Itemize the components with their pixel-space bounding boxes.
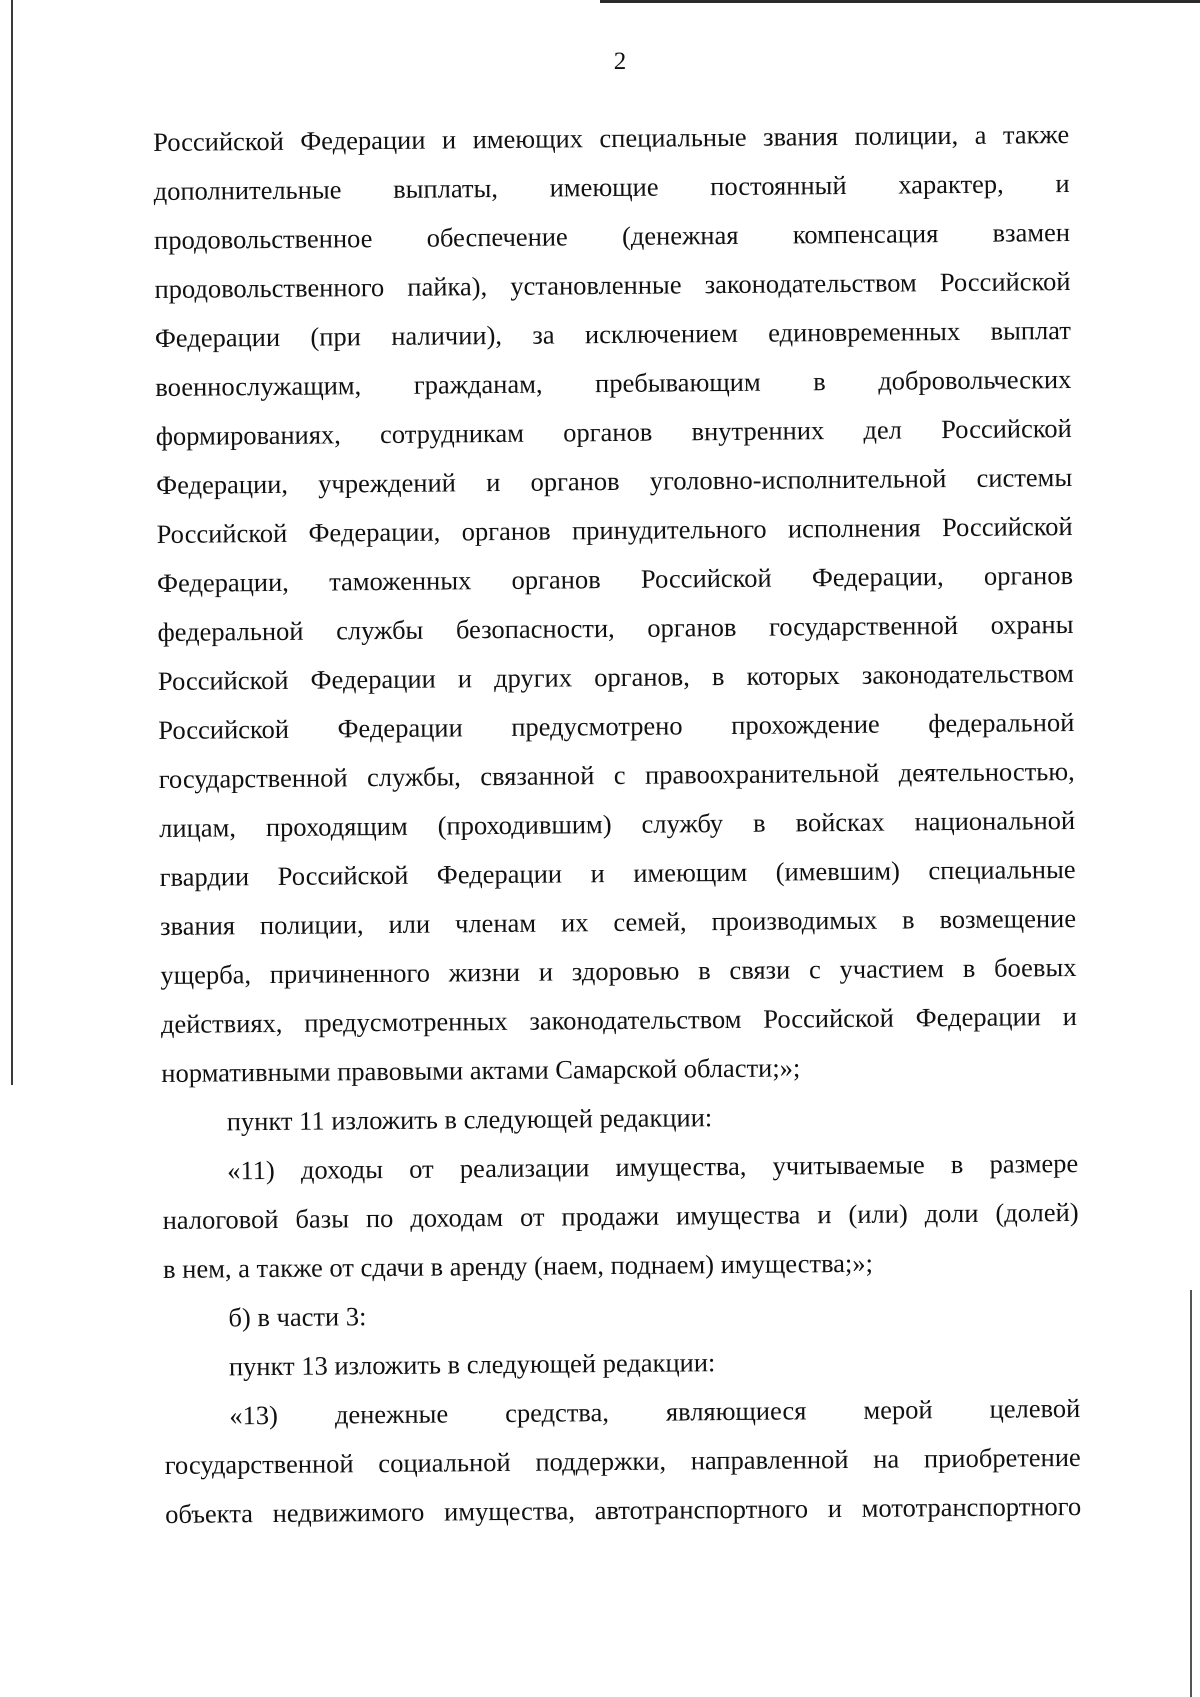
text-line: лицам, проходящим (проходившим) службу в войсках национальной xyxy=(159,804,1076,843)
text-line: Российской Федерации и других органов, в которых законодательством xyxy=(157,657,1075,696)
document-body xyxy=(153,110,1081,1539)
text-line: в нем, а также от сдачи в аренду (наем, поднаем) имущества;»; xyxy=(162,1247,874,1284)
text-line: Российской Федерации предусмотрено прохождение федеральной xyxy=(158,706,1075,745)
text-line: пункт 11 изложить в следующей редакции: xyxy=(226,1102,713,1137)
text-line: Федерации, учреждений и органов уголовно-исполнительной системы xyxy=(156,461,1073,500)
text-line: военнослужащим, гражданам, пребывающим в добровольческих xyxy=(155,363,1072,402)
text-line: Российской Федерации и имеющих специальные звания полиции, а также xyxy=(153,119,1070,157)
text-line: объекта недвижимого имущества, автотранспортного и мототранспортного xyxy=(165,1490,1082,1529)
text-line: б) в части 3: xyxy=(228,1301,367,1333)
text-line: Российской Федерации, органов принудительного исполнения Российской xyxy=(156,510,1073,549)
text-line: федеральной службы безопасности, органов государственной охраны xyxy=(157,608,1074,647)
page-number: 2 xyxy=(613,48,627,75)
text-line: гвардии Российской Федерации и имеющим (имевшим) специальные xyxy=(159,853,1076,892)
text-line: действиях, предусмотренных законодательством Российской Федерации и xyxy=(160,1000,1078,1039)
text-line: ущерба, причиненного жизни и здоровью в связи с участием в боевых xyxy=(160,951,1077,990)
text-line: налоговой базы по доходам от продажи имущества и (или) доли (долей) xyxy=(162,1196,1079,1235)
text-line: Федерации, таможенных органов Российской Федерации, органов xyxy=(156,559,1074,598)
text-line: формированиях, сотрудникам органов внутренних дел Российской xyxy=(155,412,1072,451)
text-line: нормативными правовыми актами Самарской области;»; xyxy=(161,1052,801,1088)
text-line: дополнительные выплаты, имеющие постоянный характер, и xyxy=(153,168,1070,206)
text-line: продовольственное обеспечение (денежная компенсация взамен xyxy=(153,217,1071,255)
text-line: Федерации (при наличии), за исключением единовременных выплат xyxy=(154,314,1072,353)
scan-top-edge-line xyxy=(600,0,1200,3)
text-line: государственной службы, связанной с правоохранительной деятельностью, xyxy=(158,755,1075,794)
text-line: звания полиции, или членам их семей, производимых в возмещение xyxy=(159,902,1077,941)
text-line: продовольственного пайка), установленные законодательством Российской xyxy=(154,266,1071,304)
scan-left-edge-line xyxy=(11,0,13,1085)
text-line: «13) денежные средства, являющиеся мерой целевой xyxy=(229,1392,1081,1431)
text-line: «11) доходы от реализации имущества, учитываемые в размере xyxy=(227,1147,1079,1186)
text-line: пункт 13 изложить в следующей редакции: xyxy=(228,1347,716,1382)
scan-right-edge-line xyxy=(1190,1290,1192,1697)
text-line: государственной социальной поддержки, направленной на приобретение xyxy=(164,1441,1081,1480)
